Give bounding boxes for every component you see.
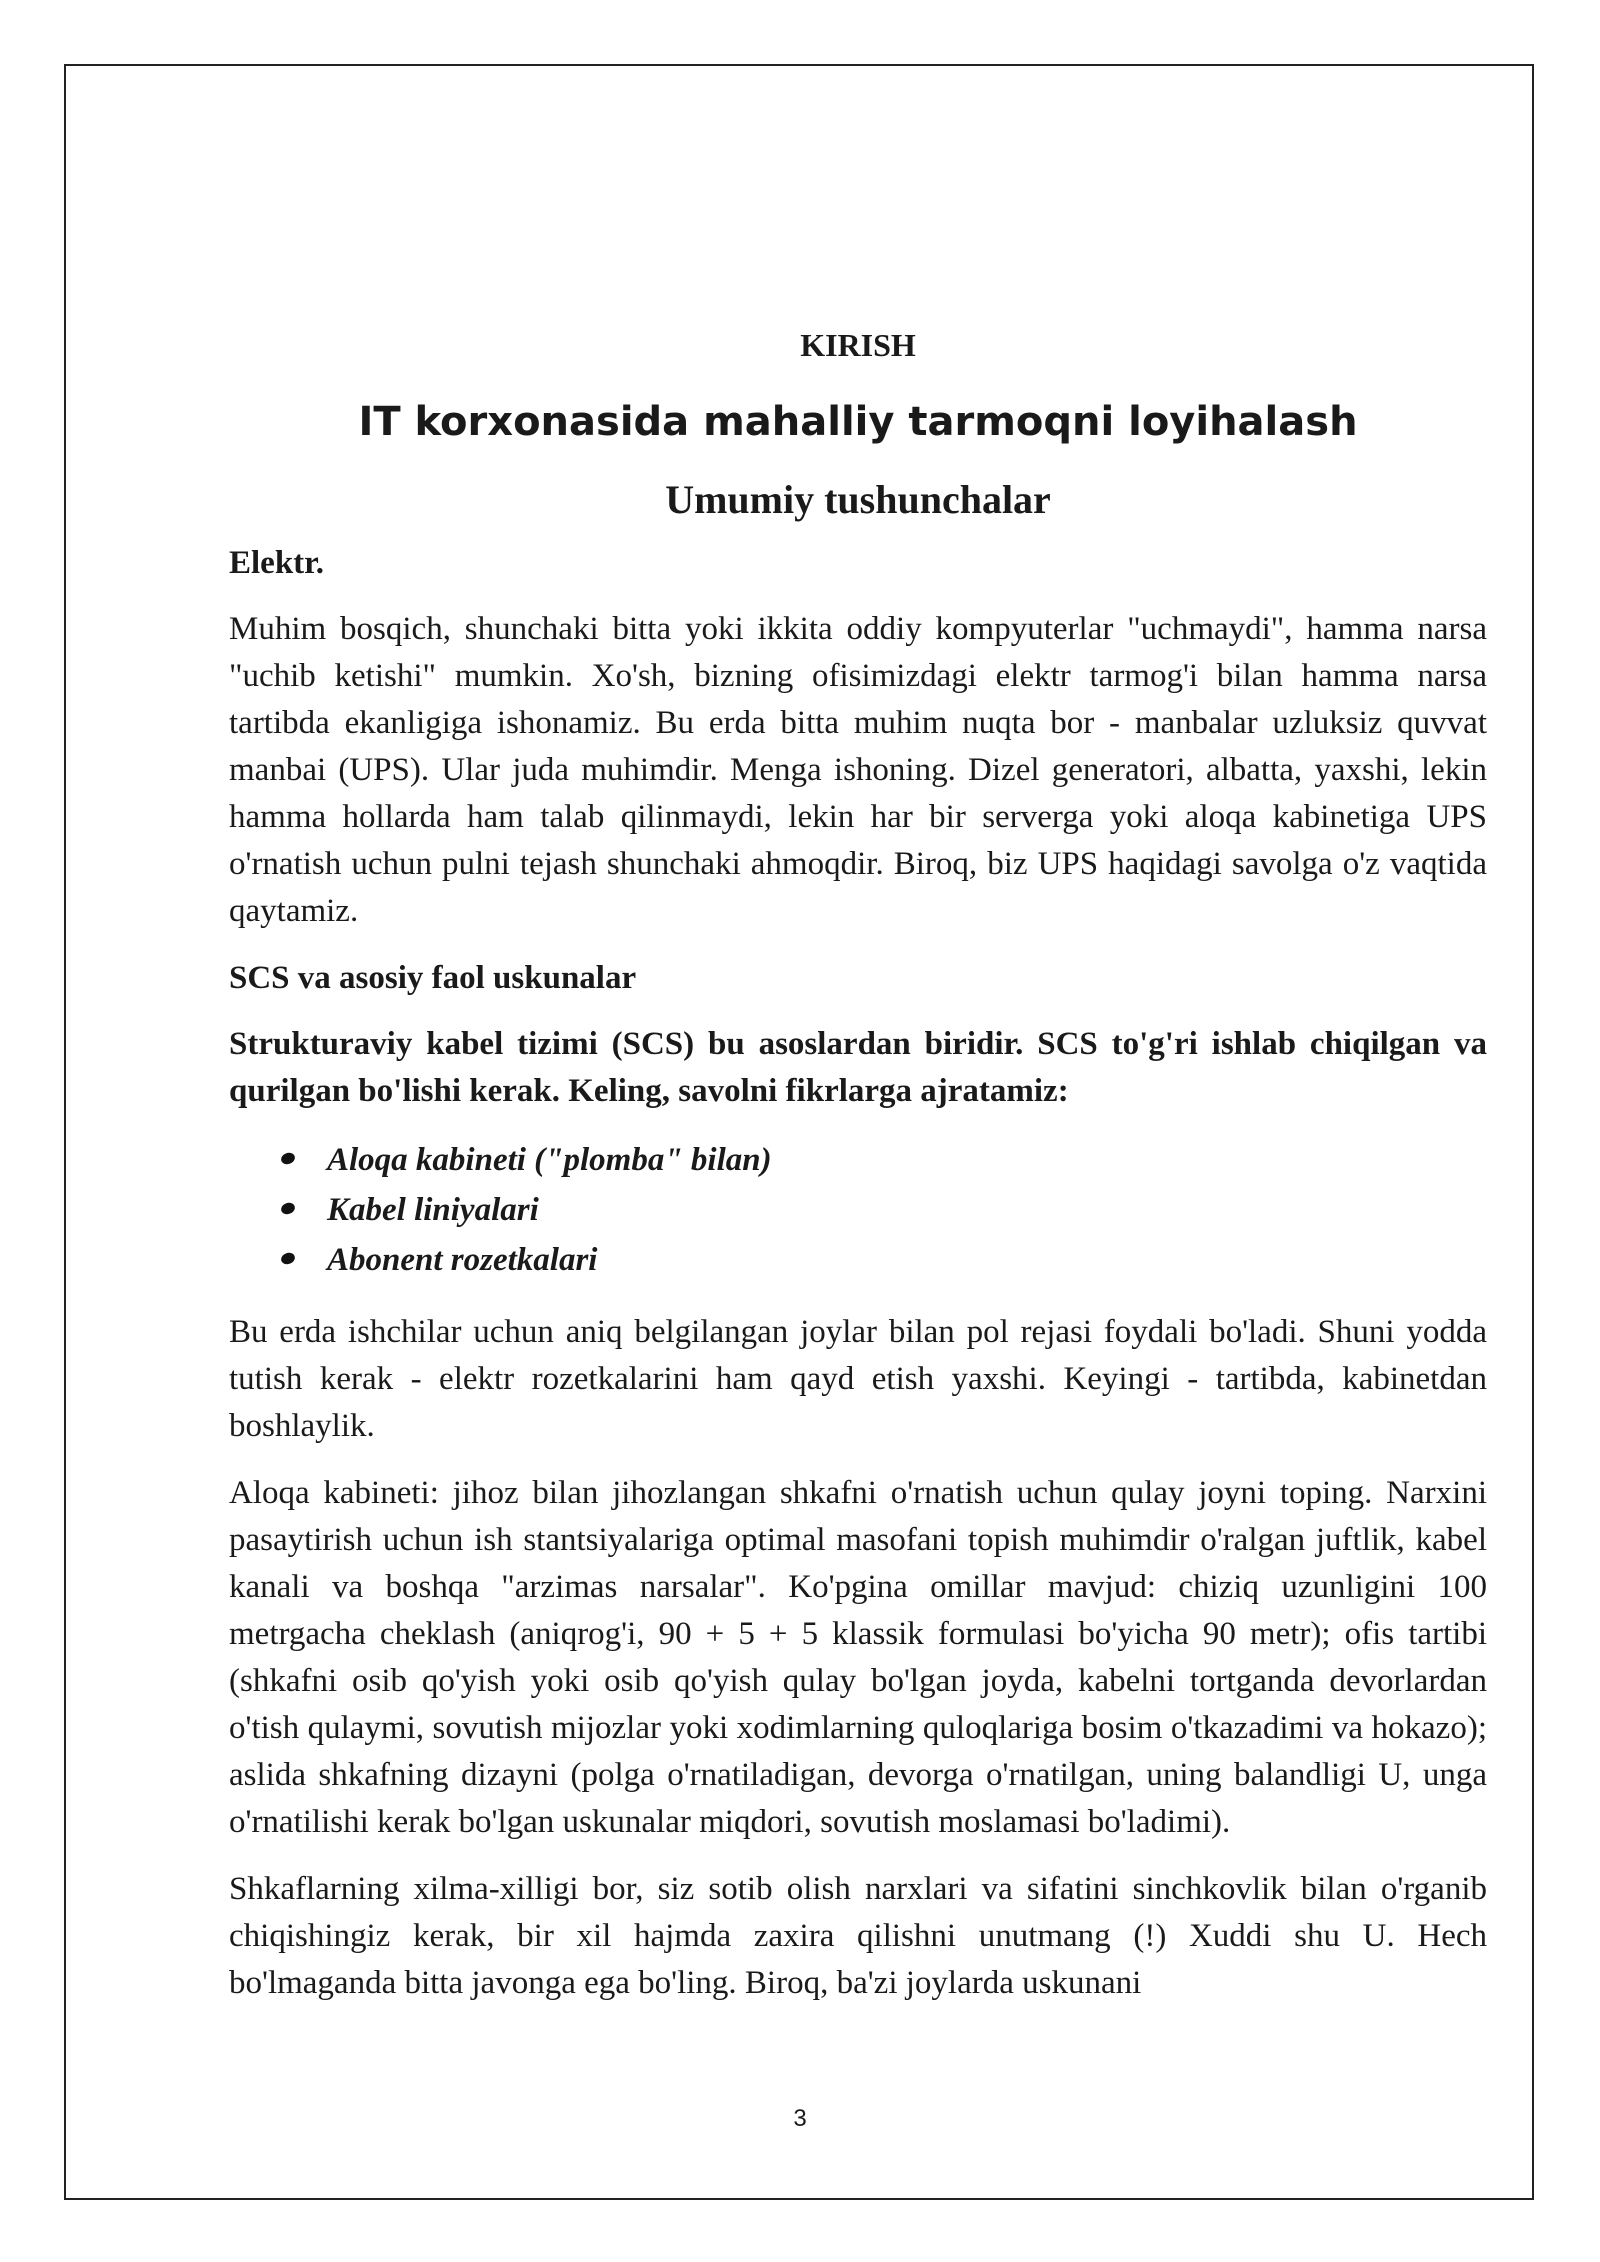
bullet-item xyxy=(281,1135,1487,1185)
bullet-icon xyxy=(280,1201,297,1216)
heading-elektr: Elektr. xyxy=(229,545,325,581)
bullet-text: Kabel liniyalari xyxy=(327,1192,539,1228)
page-number: 3 xyxy=(793,2105,807,2132)
bullet-icon xyxy=(280,1151,297,1166)
paragraph-cabinets-variety: Shkaflarning xilma-xilligi bor, siz sotib olish narxlari va sifatini sinchkovlik bilan o'rganib chiqishingiz kerak, bir xil hajmda zaxira qilishni unutmang (!) Xuddi shu U. Hech bo'lmaganda bitta javonga ega bo'ling. Biroq, ba'zi joylarda uskunani xyxy=(229,1871,1487,2001)
bullet-list xyxy=(229,1135,1487,1285)
bullet-item xyxy=(281,1185,1487,1235)
paragraph-scs-intro: Strukturaviy kabel tizimi (SCS) bu asoslardan biridir. SCS to'g'ri ishlab chiqilgan va qurilgan bo'lishi kerak. Keling, savolni fikrlarga ajratamiz: xyxy=(229,1026,1487,1109)
bullet-icon xyxy=(280,1251,297,1266)
bullet-text: Abonent rozetkalari xyxy=(327,1242,598,1278)
section-label-heading: KIRISH xyxy=(800,327,916,363)
paragraph-elektr: Muhim bosqich, shunchaki bitta yoki ikkita oddiy kompyuterlar "uchmaydi", hamma narsa "uchib ketishi" mumkin. Xo'sh, bizning ofisimizdagi elektr tarmog'i bilan hamma narsa tartibda ekanligiga ishonamiz. Bu erda bitta muhim nuqta bor - manbalar uzluksiz quvvat manbai (UPS). Ular juda muhimdir. Menga ishoning. Dizel generatori, albatta, yaxshi, lekin hamma hollarda ham talab qilinmaydi, lekin har bir serverga yoki aloqa kabinetiga UPS o'rnatish uchun pulni tejash shunchaki ahmoqdir. Biroq, biz UPS haqidagi savolga o'z vaqtida qaytamiz. xyxy=(229,611,1487,929)
bullet-item xyxy=(281,1235,1487,1285)
paragraph-floor-plan: Bu erda ishchilar uchun aniq belgilangan joylar bilan pol rejasi foydali bo'ladi. Shuni yodda tutish kerak - elektr rozetkalarini ham qayd etish yaxshi. Keyingi - tartibda, kabinetdan boshlaylik. xyxy=(229,1314,1487,1444)
bullet-text: Aloqa kabineti ("plomba" bilan) xyxy=(327,1142,772,1178)
paragraph-comm-cabinet: Aloqa kabineti: jihoz bilan jihozlangan shkafni o'rnatish uchun qulay joyni toping. Narxini pasaytirish uchun ish stantsiyalariga optimal masofani topish muhimdir o'ralgan juftlik, kabel kanali va boshqa "arzimas narsalar". Ko'pgina omillar mavjud: chiziq uzunligini 100 metrgacha cheklash (aniqrog'i, 90 + 5 + 5 klassik formulasi bo'yicha 90 metr); ofis tartibi (shkafni osib qo'yish yoki osib qo'yish qulay bo'lgan joyda, kabelni tortganda devorlardan o'tish qulaymi, sovutish mijozlar yoki xodimlarning quloqlariga bosim o'tkazadimi va hokazo); aslida shkafning dizayni (polga o'rnatiladigan, devorga o'rnatilgan, uning balandligi U, unga o'rnatilishi kerak bo'lgan uskunalar miqdori, sovutish moslamasi bo'ladimi). xyxy=(229,1475,1487,1840)
heading-scs: SCS va asosiy faol uskunalar xyxy=(229,960,637,996)
document-title: IT korxonasida mahalliy tarmoqni loyihalash xyxy=(358,399,1358,445)
document-body xyxy=(229,322,1487,2027)
document-subtitle: Umumiy tushunchalar xyxy=(665,477,1051,522)
